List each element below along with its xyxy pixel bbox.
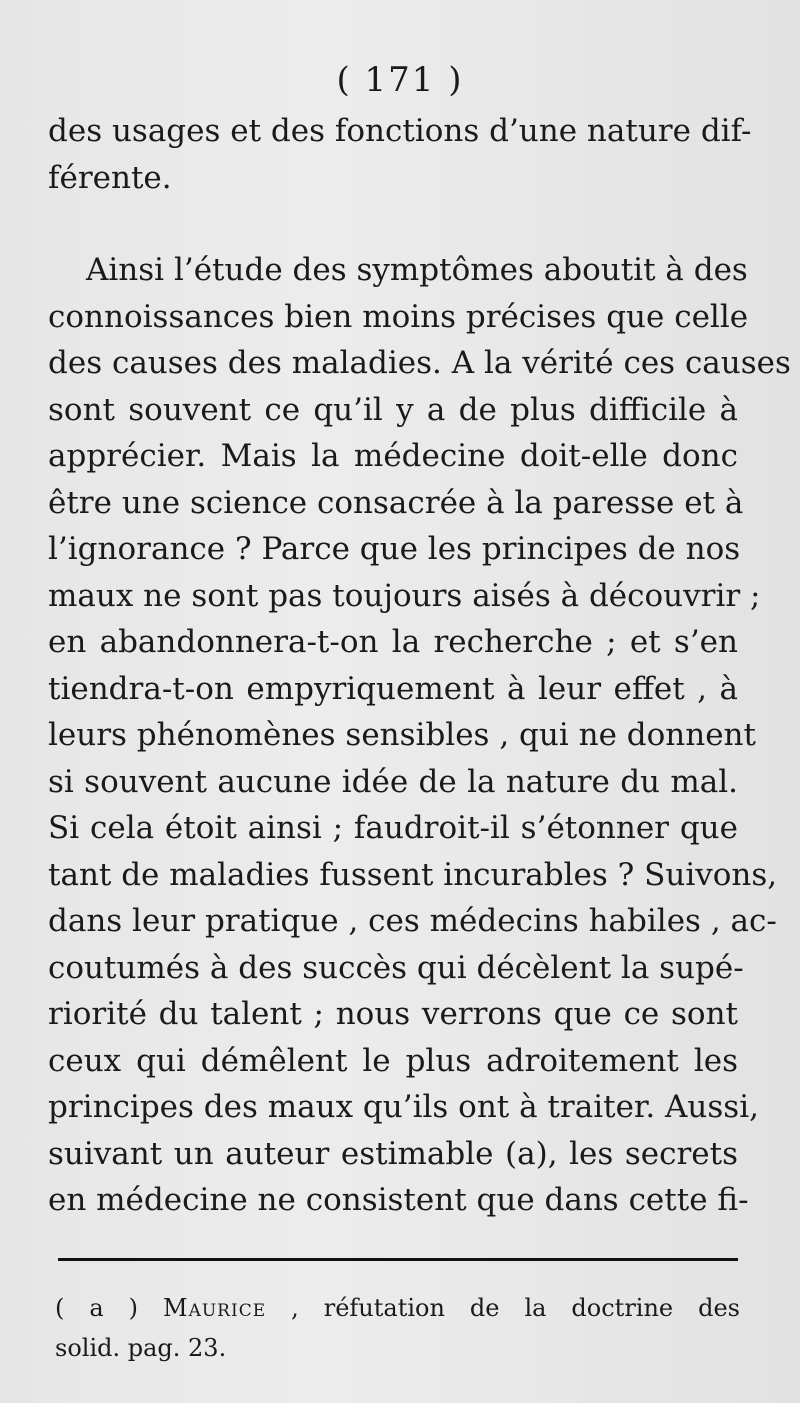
text-line: si souvent aucune idée de la nature du mal. bbox=[48, 763, 738, 800]
footnote-text: , réfutation de la doctrine des bbox=[291, 1294, 740, 1322]
text-line: Si cela étoit ainsi ; faudroit-il s’étonner que bbox=[48, 810, 738, 846]
text-line: leurs phénomènes sensibles , qui ne donnent bbox=[48, 717, 756, 753]
text-line: en médecine ne consistent que dans cette fi- bbox=[48, 1182, 749, 1218]
footnote-line bbox=[55, 1288, 740, 1328]
page-number: ( 171 ) bbox=[336, 60, 464, 100]
footnote-author: Maurice bbox=[163, 1294, 267, 1322]
text-line: principes des maux qu’ils ont à traiter. Aussi, bbox=[48, 1089, 759, 1125]
footnote-divider bbox=[58, 1258, 738, 1261]
text-line: riorité du talent ; nous verrons que ce sont bbox=[48, 996, 738, 1032]
text-line: être une science consacrée à la paresse et à bbox=[48, 484, 744, 521]
text-line: férente. bbox=[48, 159, 172, 196]
text-line: suivant un auteur estimable (a), les secrets bbox=[48, 1135, 738, 1172]
footnote bbox=[55, 1288, 740, 1368]
text-line: l’ignorance ? Parce que les principes de nos bbox=[48, 531, 741, 567]
text-line: des causes des maladies. A la vérité ces causes bbox=[48, 345, 791, 381]
text-line: maux ne sont pas toujours aisés à découvrir ; bbox=[48, 577, 761, 614]
text-line: en abandonnera-t-on la recherche ; et s’en bbox=[48, 624, 738, 660]
footnote-line: solid. pag. 23. bbox=[55, 1334, 227, 1362]
text-line: ceux qui démêlent le plus adroitement les bbox=[48, 1042, 738, 1079]
text-line: coutumés à des succès qui décèlent la supé- bbox=[48, 949, 744, 986]
text-line: tant de maladies fussent incurables ? Suivons, bbox=[48, 856, 778, 893]
footnote-marker: ( a ) bbox=[55, 1294, 139, 1322]
text-line: des usages et des fonctions d’une nature dif- bbox=[48, 113, 752, 149]
body-text bbox=[48, 108, 791, 1224]
text-line: tiendra-t-on empyriquement à leur effet , à bbox=[48, 670, 738, 707]
text-line: sont souvent ce qu’il y a de plus difficile à bbox=[48, 391, 738, 428]
text-line: dans leur pratique , ces médecins habiles , ac- bbox=[48, 903, 777, 939]
text-line: Ainsi l’étude des symptômes aboutit à des bbox=[86, 252, 748, 288]
text-line: connoissances bien moins précises que celle bbox=[48, 298, 749, 335]
text-line: apprécier. Mais la médecine doit-elle donc bbox=[48, 438, 738, 474]
